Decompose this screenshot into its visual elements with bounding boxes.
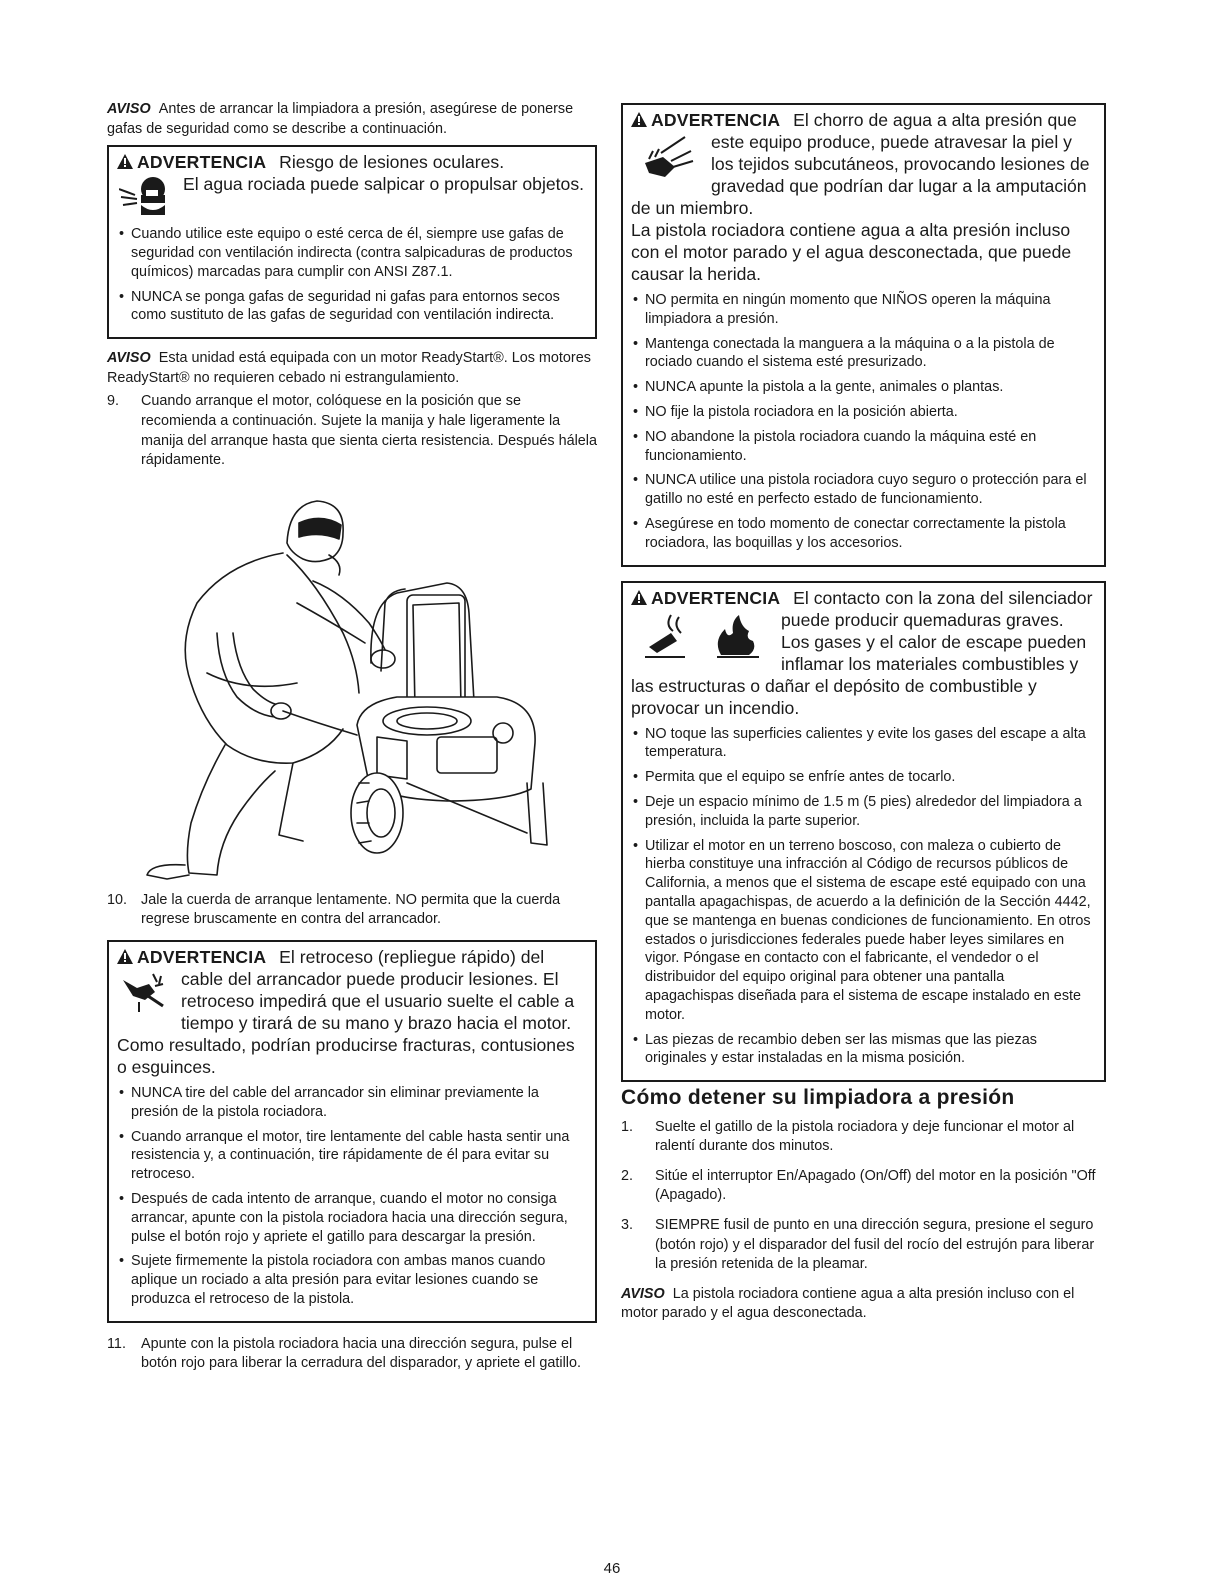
- warning-body: [631, 131, 1096, 219]
- section-title: Cómo detener su limpiadora a presión: [621, 1086, 1015, 1110]
- aviso-goggles: [107, 100, 597, 139]
- list-item: • Después de cada intento de arranque, cuando el motor no consiga arrancar, apunte con la pistola rociadora hacia una dirección segura, pulse el botón rojo y apriete el gatillo para descargar la presión.: [117, 1190, 587, 1246]
- warning-body: [117, 173, 587, 219]
- list-item: • Sujete firmemente la pistola rociadora con ambas manos cuando aplique un rociado a alta presión para evitar lesiones cuando se produzca el retroceso de la pistola.: [117, 1252, 587, 1308]
- right-column: [621, 103, 1106, 1324]
- left-column: [107, 100, 597, 1384]
- list-item: • Cuando utilice este equipo o esté cerca de él, siempre use gafas de seguridad con ventilación indirecta (contra salpicaduras de productos químicos) marcadas para cumplir con ANSI Z87.1.: [117, 225, 587, 281]
- warning-body-text: puede producir quemaduras graves. Los gases y el calor de escape pueden inflamar los materiales combustibles y las estructuras o dañar el depósito de combustible y provocar un incendio.: [631, 609, 1087, 718]
- aviso-label: AVISO: [107, 101, 151, 117]
- warning-bullets: [117, 225, 587, 325]
- list-item: • Mantenga conectada la manguera a la máquina o a la pistola de rociado cuando el sistema esté presurizado.: [631, 335, 1096, 373]
- aviso-text: La pistola rociadora contiene agua a alta presión incluso con el motor parado y el agua desconectada.: [621, 1285, 1075, 1322]
- warning-triangle-icon: [631, 590, 647, 605]
- list-item: • Asegúrese en todo momento de conectar correctamente la pistola rociadora, las boquillas y los accesorios.: [631, 515, 1096, 553]
- warning-body-2: La pistola rociadora contiene agua a alta presión incluso con el motor parado y el agua desconectada, que puede causar la herida.: [631, 220, 1072, 284]
- step-2: [621, 1167, 1106, 1206]
- list-item: • NO permita en ningún momento que NIÑOS operen la máquina limpiadora a presión.: [631, 291, 1096, 329]
- step-9: [107, 392, 597, 470]
- step-number: 9.: [107, 393, 120, 410]
- start-steps-a: [107, 392, 597, 470]
- high-pressure-injection-icon: [641, 133, 697, 183]
- start-steps-c: [107, 1335, 597, 1374]
- warning-kickback: [107, 940, 597, 1323]
- warning-header: [631, 109, 1096, 131]
- warning-bullets: [631, 725, 1096, 1069]
- warning-body-text: este equipo produce, puede atravesar la piel y los tejidos subcutáneos, provocando lesiones de gravedad que podrían dar lugar a la amputación de un miembro.: [631, 132, 1090, 218]
- list-item: • NUNCA apunte la pistola a la gente, animales o plantas.: [631, 378, 1096, 397]
- list-item: • Cuando arranque el motor, tire lentamente del cable hasta sentir una resistencia y, a continuación, tire rápidamente de él para evitar su retroceso.: [117, 1128, 587, 1184]
- kickback-hand-icon: [119, 970, 167, 1014]
- list-item: • NO abandone la pistola rociadora cuando la máquina esté en funcionamiento.: [631, 428, 1096, 466]
- warning-bullets: [631, 291, 1096, 553]
- stop-steps: [621, 1118, 1106, 1275]
- step-3: [621, 1216, 1106, 1275]
- step-1: [621, 1118, 1106, 1157]
- step-number: 2.: [621, 1167, 634, 1184]
- step-number: 1.: [621, 1118, 634, 1135]
- step-text: Apunte con la pistola rociadora hacia una dirección segura, pulse el botón rojo para liberar la cerradura del disparador, y apriete el gatillo.: [141, 1335, 581, 1372]
- warning-label: ADVERTENCIA: [651, 587, 781, 608]
- pressure-washer-operator-image: [107, 483, 597, 881]
- warning-injection: [621, 103, 1106, 567]
- warning-bullets: [117, 1084, 587, 1309]
- warning-triangle-icon: [117, 949, 133, 964]
- aviso-readystart: [107, 349, 597, 388]
- warning-header: [117, 946, 587, 968]
- warning-head-text: Riesgo de lesiones oculares.: [279, 152, 505, 173]
- aviso-text: Esta unidad está equipada con un motor ReadyStart®. Los motores ReadyStart® no requieren cebado ni estrangulamiento.: [107, 350, 591, 386]
- list-item: • NUNCA tire del cable del arrancador sin eliminar previamente la presión de la pistola rociadora.: [117, 1084, 587, 1122]
- warning-eye-injury: [107, 145, 597, 339]
- list-item: • NO toque las superficies calientes y evite los gases del escape a alta temperatura.: [631, 725, 1096, 763]
- step-number: 3.: [621, 1217, 634, 1234]
- warning-head-text: El contacto con la zona del silenciador: [793, 587, 1093, 608]
- list-item: • NO fije la pistola rociadora en la posición abierta.: [631, 403, 1096, 422]
- list-item: • NUNCA utilice una pistola rociadora cuyo seguro o protección para el gatillo no esté en perfecto estado de funcionamiento.: [631, 471, 1096, 509]
- warning-header: [631, 587, 1096, 609]
- operator-starting-engine-illustration: [107, 483, 597, 881]
- list-item: • Utilizar el motor en un terreno boscoso, con maleza o cubierto de hierba constituye una infracción al Código de recursos públicos de California, a menos que el sistema de escape esté equipado con una pantalla apagachispas, de acuerdo a la definición de la Sección 4442, que se mantenga en buenas condiciones de funcionamiento. En otros estados o jurisdicciones federales puede haber leyes similares en vigor. Póngase en contacto con el fabricante, el vendedor o el distribuidor del equipo original para obtener una pantalla apagachispas diseñada para el sistema de escape instalado en este motor.: [631, 837, 1096, 1025]
- page-number: 46: [603, 1560, 621, 1577]
- step-10: [107, 891, 597, 930]
- warning-muffler: [621, 581, 1106, 1083]
- step-text: SIEMPRE fusil de punto en una dirección segura, presione el seguro (botón rojo) y el disparador del fusil del rocío del estrujón para liberar la presión retenida de la pleamar.: [655, 1217, 1095, 1273]
- warning-body-text: El agua rociada puede salpicar o propulsar objetos.: [183, 174, 585, 195]
- warning-label: ADVERTENCIA: [651, 110, 781, 130]
- list-item: • Permita que el equipo se enfríe antes de tocarlo.: [631, 768, 1096, 787]
- aviso-label: AVISO: [107, 350, 151, 367]
- step-text: Sitúe el interruptor En/Apagado (On/Off) del motor en la posición "Off (Apagado).: [655, 1167, 1096, 1204]
- warning-head-text: El chorro de agua a alta presión que: [793, 110, 1077, 130]
- warning-head-text: El retroceso (repliegue rápido) del: [279, 946, 545, 967]
- hot-surface-fire-icon: [641, 611, 767, 661]
- step-text: Suelte el gatillo de la pistola rociadora y deje funcionar el motor al ralentí durante dos minutos.: [655, 1118, 1075, 1155]
- eye-injury-icon: [119, 175, 169, 217]
- warning-label: ADVERTENCIA: [137, 152, 267, 173]
- step-number: 11.: [107, 1335, 126, 1352]
- step-text: Cuando arranque el motor, colóquese en la posición que se recomienda a continuación. Sujete la manija y hale ligeramente la manija del arranque hasta que sienta cierta resistencia. Después hálela rápidamente.: [141, 393, 597, 469]
- list-item: • Las piezas de recambio deben ser las mismas que las piezas originales y estar instaladas en la misma posición.: [631, 1031, 1096, 1069]
- warning-body: [631, 609, 1096, 719]
- step-number: 10.: [107, 891, 128, 908]
- warning-header: [117, 151, 587, 173]
- warning-body-text: cable del arrancador puede producir lesiones. El retroceso impedirá que el usuario suelte el cable a tiempo y tirará de su mano y brazo hacia el motor. Como resultado, podrían producirse fracturas, contusiones o esguinces.: [117, 968, 575, 1077]
- start-steps-b: [107, 891, 597, 930]
- aviso-label: AVISO: [621, 1285, 665, 1302]
- step-text: Jale la cuerda de arranque lentamente. NO permita que la cuerda regrese bruscamente en contra del arrancador.: [141, 891, 561, 928]
- warning-body: [117, 968, 587, 1078]
- list-item: • NUNCA se ponga gafas de seguridad ni gafas para entornos secos como sustituto de las gafas de seguridad con ventilación indirecta.: [117, 288, 587, 326]
- list-item: • Deje un espacio mínimo de 1.5 m (5 pies) alrededor del limpiadora a presión, incluida la parte superior.: [631, 793, 1096, 831]
- aviso-spray-gun: [621, 1285, 1106, 1324]
- aviso-text: Antes de arrancar la limpiadora a presión, asegúrese de ponerse gafas de seguridad como se describe a continuación.: [107, 101, 574, 137]
- warning-triangle-icon: [631, 112, 647, 127]
- warning-triangle-icon: [117, 154, 133, 169]
- step-11: [107, 1335, 597, 1374]
- warning-label: ADVERTENCIA: [137, 946, 267, 967]
